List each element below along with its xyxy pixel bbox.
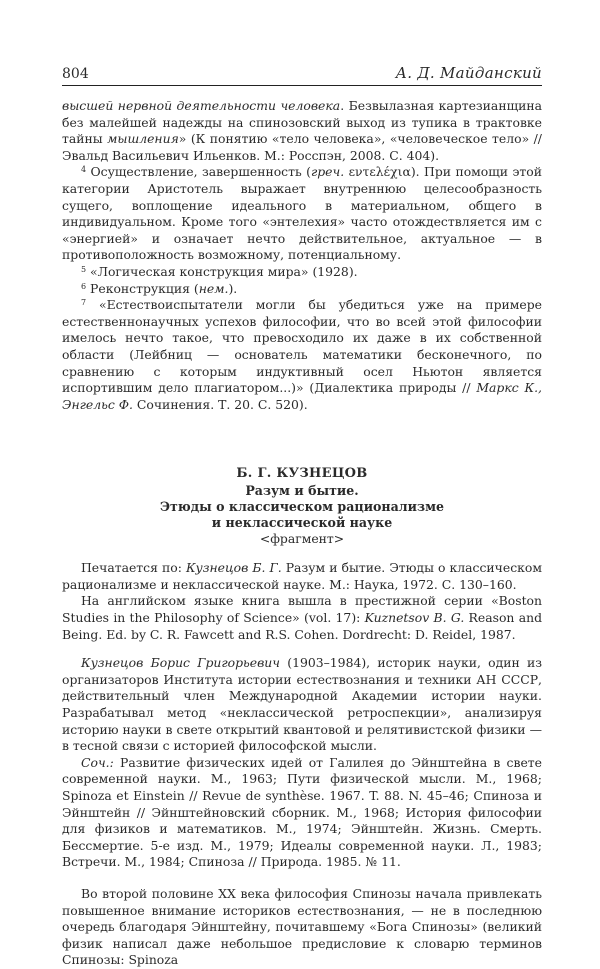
body-paragraph: Во второй половине XX века философия Спинозы начала привлекать повышенное внимание историков естествознания, — не в последнюю очередь благодаря Эйнштейну, почитавшему «Бога Спинозы» (великий физик написал даже небольшое предисловие к словарю терминов Спинозы: Spinoza [62,885,542,968]
article-title-line-3: и неклассической науке [211,515,393,531]
footnote-marker: 7 [81,298,87,308]
footnote-text: Сочинения. Т. 20. С. 520). [132,396,308,412]
footnote-marker: 4 [81,165,87,175]
source-text: Reason and Being. Ed. by C. R. Fawcett and R.S. Cohen. Dordrecht: D. Reidel, 1987. [62,610,542,642]
source-text: Разум и бытие. Этюды о классическом рационализме и неклассической науке. М.: Наука, 1972. С. 130–160. [62,560,542,592]
italic-phrase: Соч.: [81,754,114,770]
article-author: Б. Г. КУЗНЕЦОВ [236,466,368,482]
source-text: На английском языке книга вышла в престижной серии «Boston Studies in the Philosophy of Science» (vol. 17): [62,593,542,626]
fragment-label: <фрагмент> [259,531,345,547]
bio-section [62,655,542,871]
footnotes [62,98,542,413]
works-paragraph [62,755,542,871]
italic-phrase: мышления [107,131,179,147]
footnote-text: Осуществление, завершенность ( [86,164,311,180]
running-head-author: А. Д. Майданский [395,64,542,82]
italic-phrase: Кузнецов Борис Григорьевич [81,655,280,671]
italic-phrase: Kuznetsov B. G. [364,610,465,626]
source-info [62,560,542,643]
document-page [62,64,542,969]
page-number: 804 [62,66,89,82]
footnote-4 [62,164,542,264]
footnote-text: . Безвылазная картезианщина без малейшей надежды на спинозовский выход из тупика в трактовке тайны [62,98,542,147]
source-paragraph-2 [62,593,542,643]
footnote-text: Реконструкция ( [86,280,199,296]
article-header [62,465,542,547]
source-text: Печатается по: [81,560,186,576]
italic-phrase: нем. [198,280,229,296]
footnote-continuation [62,98,542,164]
footnote-7 [62,297,542,413]
italic-phrase: Маркс К., Энгельс Ф. [62,380,542,412]
works-text: Развитие физических идей от Галилея до Эйнштейна в свете современной науки. М., 1963; Пути физической мысли. М., 1968; Spinoza et Einstein // Revue de synthèse. 1967. T. 88. N. 45–46; Спиноза и Эйнштейн // Эйнштейновский сборник. М., 1968; История философии для физиков и математиков. М., 1974; Эйнштейн. Жизнь. Смерть. Бессмертие. 5-е изд. М., 1979; Идеалы современной науки. Л., 1983; Встречи. М., 1984; Спиноза // Природа. 1985. № 11. [62,754,542,870]
footnote-text: ). [228,280,238,296]
footnote-text: «Естествоиспытатели могли бы убедиться уже на примере естественнонаучных успехов философии, что во всей этой философии имелось нечто такое, что превосходило их даже в их собственной области (Лейбниц — основатель математики бесконечного, по сравнению с которым индуктивный осел Ньютон является испортившим дело плагиатором...)» (Диалектика природы // [62,297,542,396]
bio-text: (1903–1984), историк науки, один из организаторов Института истории естествознания и техники АН СССР, действительный член Международной Академии истории науки. Разрабатывал метод «неклассической ретроспекции», анализируя историю науки в свете открытий квантовой и релятивистской физики — в тесной связи с историей философской мысли. [62,655,543,754]
body-section [62,886,542,969]
footnote-6 [62,281,542,298]
article-title-line-1: Разум и бытие. [245,483,359,499]
running-head [62,64,542,86]
source-paragraph-1 [62,560,542,593]
footnote-text: «Логическая конструкция мира» (1928). [86,263,358,279]
italic-phrase: Кузнецов Б. Г. [185,560,282,576]
article-title-line-2: Этюды о классическом рационализме [159,499,445,515]
italic-phrase: высшей нервной деятельности человека [62,98,341,113]
bio-paragraph [62,655,542,755]
footnote-marker: 5 [81,264,87,274]
footnote-text: εντελέχια). При помощи этой категории Аристотель выражает внутреннюю целесообразность сущего, воплощение идеального в материальном, общего в индивидуальном. Кроме того «энтелехия» часто отождествляется им с «энергией» и означает нечто действительное, актуальное — в противоположность возможному, потенциальному. [62,164,542,263]
italic-phrase: греч. [310,164,345,180]
footnote-marker: 6 [81,281,87,291]
footnote-text: » (К понятию «тело человека», «человеческое тело» // Эвальд Васильевич Ильенков. М.: Росспэн, 2008. С. 404). [62,131,542,163]
footnote-5 [62,264,542,281]
